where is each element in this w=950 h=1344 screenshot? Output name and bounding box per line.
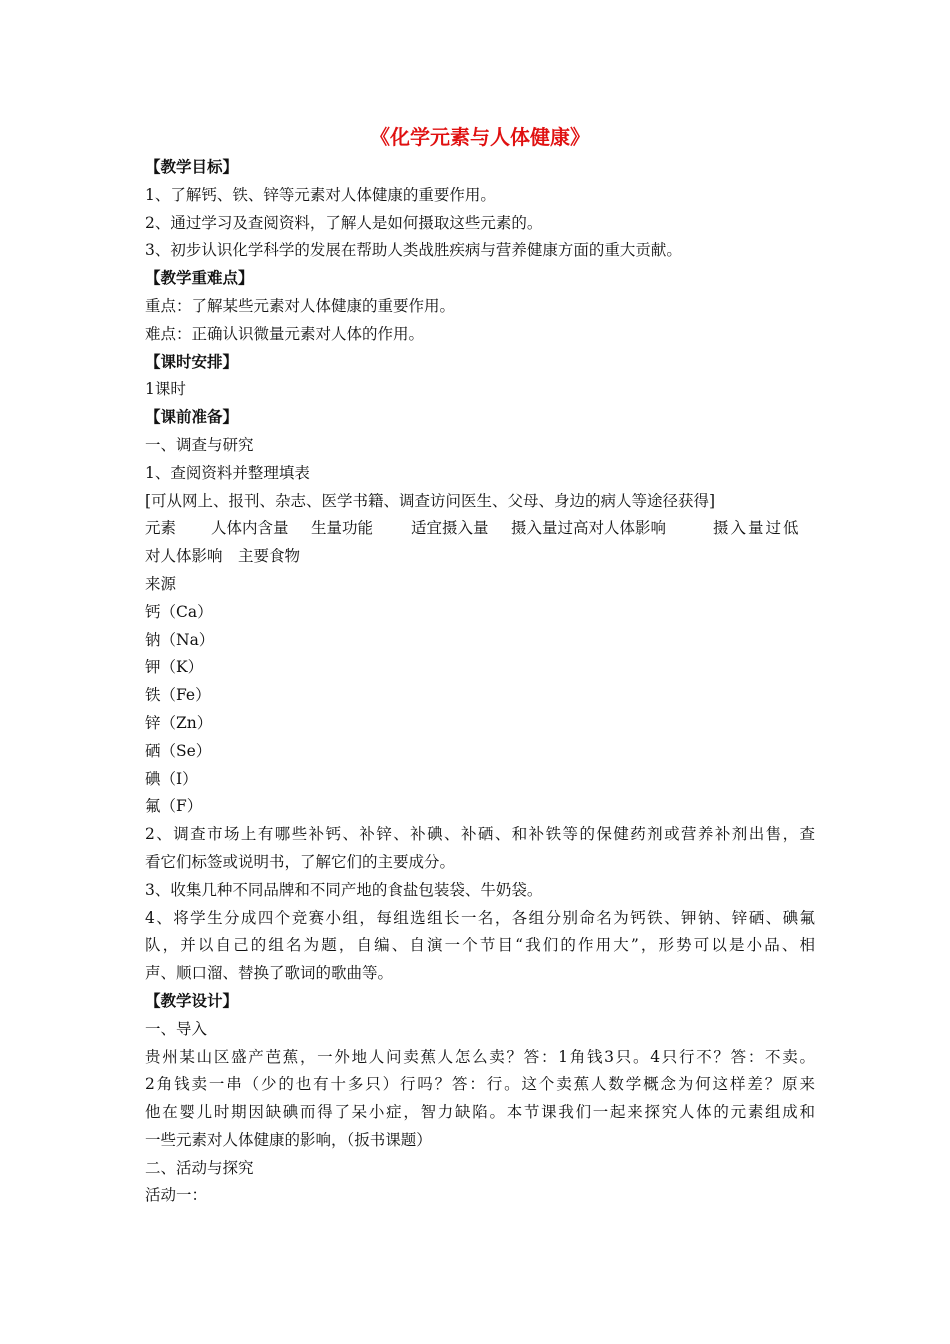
goal-item: 1、了解钙、铁、锌等元素对人体健康的重要作用。 [145,185,496,204]
schedule-heading: 【课时安排】 [145,352,239,371]
prep-item: 看它们标签或说明书，了解它们的主要成分。 [145,852,456,871]
prep-sources-note: [可从网上、报刊、杂志、医学书籍、调查访问医生、父母、身边的病人等途径获得] [145,491,716,510]
goals-heading: 【教学目标】 [145,158,239,176]
prep-item: 4、将学生分成四个竞赛小组，每组选组长一名，各组分别命名为钙铁、钾钠、锌硒、碘氟 [145,908,815,927]
table-header-cell: 人体内含量 [211,519,289,538]
document-title: 《化学元素与人体健康》 [370,125,590,149]
element-row: 铁（Fe） [145,686,211,705]
difficult-point: 难点：正确认识微量元素对人体的作用。 [145,324,425,343]
design-intro-heading: 一、导入 [145,1019,208,1038]
goal-item: 3、初步认识化学科学的发展在帮助人类战胜疾病与营养健康方面的重大贡献。 [145,241,682,260]
prep-item: 3、收集几种不同品牌和不同产地的食盐包装袋、牛奶袋。 [145,880,543,899]
design-intro-text: 贵州某山区盛产芭蕉，一外地人问卖蕉人怎么卖？答：1角钱3只。4只行不？答：不卖。 [145,1047,815,1066]
element-row: 钙（Ca） [145,602,213,621]
schedule-text: 1课时 [145,380,186,399]
activity-one-label: 活动一： [145,1186,208,1205]
table-header-cell: 摄入量过高对人体影响 [511,519,667,538]
table-header-row [145,515,815,543]
element-row: 碘（I） [145,769,198,788]
prep-heading: 【课前准备】 [145,408,239,427]
element-row: 钾（K） [145,658,204,677]
table-header-continuation: 来源 [145,574,177,593]
prep-subheading: 一、调查与研究 [145,435,254,454]
design-heading: 【教学设计】 [145,991,239,1010]
document-page [145,122,815,1210]
table-header-continuation: 对人体影响 主要食物 [145,547,301,566]
goal-item: 2、通过学习及查阅资料，了解人是如何摄取这些元素的。 [145,213,543,232]
element-row: 硒（Se） [145,741,212,760]
design-intro-text: 2角钱卖一串（少的也有十多只）行吗？答：行。这个卖蕉人数学概念为何这样差？原来 [145,1075,815,1094]
design-intro-text: 一些元素对人体健康的影响，（扳书课题） [145,1130,432,1149]
prep-item: 队，并以自己的组名为题，自编、自演一个节目“我们的作用大”，形势可以是小品、相 [145,936,815,955]
element-row: 氟（F） [145,797,203,816]
table-header-cell: 生量功能 [311,519,374,538]
prep-task: 1、查阅资料并整理填表 [145,463,310,482]
element-row: 钠（Na） [145,630,215,649]
table-header-cell: 适宜摄入量 [411,519,489,538]
table-header-cell: 摄入量过低 [713,519,801,538]
prep-item: 声、顺口溜、替换了歌词的歌曲等。 [145,964,394,983]
key-points-heading: 【教学重难点】 [145,269,254,288]
design-intro-text: 他在婴儿时期因缺碘而得了呆小症，智力缺陷。本节课我们一起来探究人体的元素组成和 [145,1103,815,1122]
table-header-cell: 元素 [145,519,177,538]
prep-item: 2、调查市场上有哪些补钙、补锌、补碘、补硒、和补铁等的保健药剂或营养补剂出售，查 [145,825,815,844]
activity-heading: 二、活动与探究 [145,1158,254,1177]
key-point: 重点：了解某些元素对人体健康的重要作用。 [145,296,456,315]
element-row: 锌（Zn） [145,713,213,732]
